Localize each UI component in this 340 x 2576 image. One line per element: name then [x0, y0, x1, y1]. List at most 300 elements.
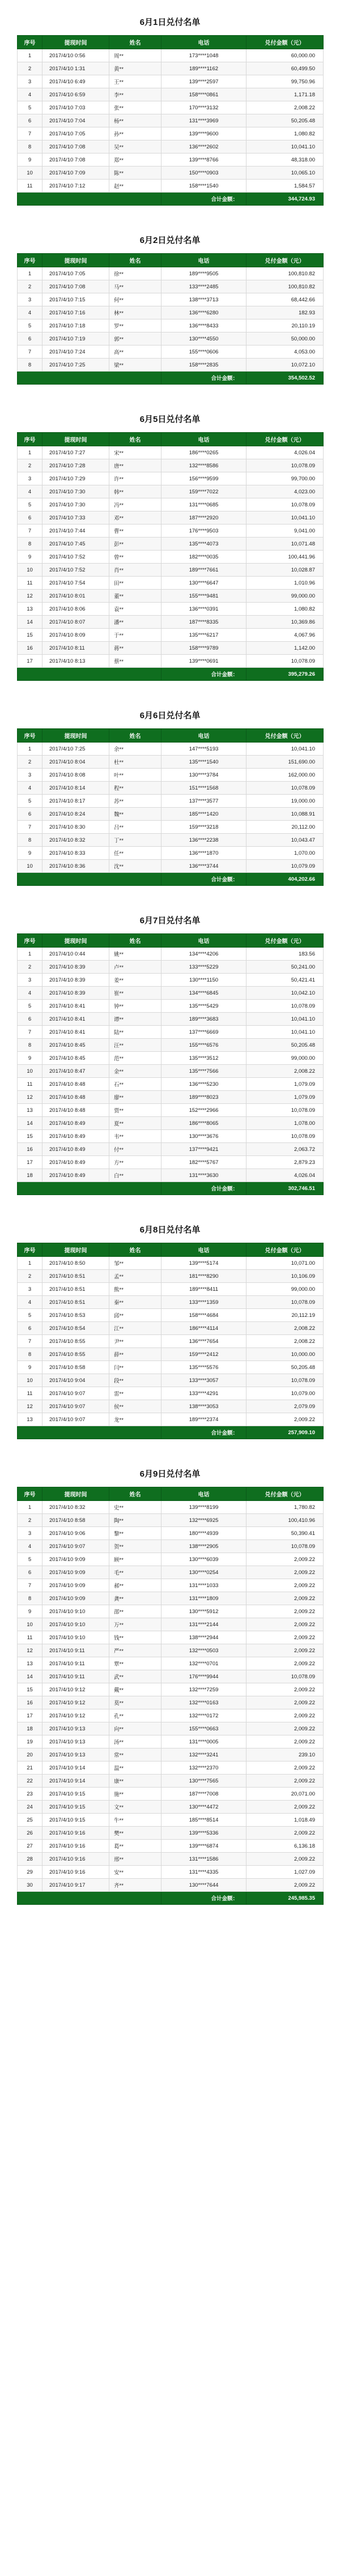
table-cell: 132****6925: [162, 1514, 246, 1527]
column-header: 提现时间: [42, 1243, 109, 1257]
table-cell: 2017/4/10 8:39: [42, 987, 109, 1000]
table-cell: 131****3630: [162, 1169, 246, 1182]
table-cell: 陆**: [109, 1026, 162, 1039]
table-cell: 2,009.22: [246, 1605, 324, 1618]
table-row: [18, 511, 324, 524]
table-cell: 132****3241: [162, 1748, 246, 1762]
table-cell: 1,079.09: [246, 1078, 324, 1091]
table-cell: 2017/4/10 7:33: [42, 511, 109, 524]
table-cell: 159****7022: [162, 485, 246, 498]
table-cell: 10,071.00: [246, 1257, 324, 1270]
table-cell: 131****4335: [162, 1866, 246, 1879]
table-cell: 1: [18, 948, 42, 961]
table-row: [18, 1400, 324, 1413]
column-header: 兑付金额（元）: [246, 1487, 324, 1501]
table-cell: 9: [18, 1361, 42, 1374]
table-cell: 2017/4/10 7:25: [42, 359, 109, 372]
table-cell: 文**: [109, 1801, 162, 1814]
table-cell: 182****5767: [162, 1156, 246, 1169]
table-cell: 邢**: [109, 1853, 162, 1866]
column-header: 电话: [162, 1487, 246, 1501]
table-cell: 1,080.82: [246, 127, 324, 140]
total-amount: 395,279.26: [246, 668, 324, 681]
table-cell: 10,065.10: [246, 167, 324, 180]
table-cell: 2017/4/10 8:14: [42, 782, 109, 795]
table-row: [18, 1039, 324, 1052]
column-header: 姓名: [109, 934, 162, 948]
table-row: [18, 88, 324, 101]
total-amount: 257,909.10: [246, 1426, 324, 1439]
table-cell: 20,112.19: [246, 1309, 324, 1322]
table-cell: 段**: [109, 1374, 162, 1387]
column-header: 姓名: [109, 433, 162, 446]
table-cell: 黄**: [109, 62, 162, 75]
table-cell: 135****1540: [162, 756, 246, 769]
table-row: [18, 1296, 324, 1309]
table-cell: 130****6039: [162, 1553, 246, 1566]
table-cell: 135****4073: [162, 538, 246, 551]
table-cell: 18: [18, 1722, 42, 1735]
table-cell: 汤**: [109, 1735, 162, 1748]
table-cell: 133****3057: [162, 1374, 246, 1387]
table-cell: 9,041.00: [246, 524, 324, 538]
table-row: [18, 1052, 324, 1065]
table-row: [18, 1670, 324, 1683]
column-header: 提现时间: [42, 729, 109, 743]
table-cell: 2017/4/10 8:04: [42, 756, 109, 769]
table-cell: 182****0035: [162, 551, 246, 564]
total-label: 合计金额：: [162, 1892, 246, 1905]
table-cell: 蔡**: [109, 655, 162, 668]
table-cell: 5: [18, 1553, 42, 1566]
table-cell: 2017/4/10 9:10: [42, 1618, 109, 1631]
table-cell: 4: [18, 987, 42, 1000]
table-cell: 2017/4/10 8:41: [42, 1026, 109, 1039]
table-row: [18, 821, 324, 834]
table-cell: 158****4684: [162, 1309, 246, 1322]
table-row: [18, 1840, 324, 1853]
table-cell: 189****8411: [162, 1283, 246, 1296]
table-cell: 138****2905: [162, 1540, 246, 1553]
section-title: 6月8日兑付名单: [139, 1225, 201, 1235]
table-cell: 13: [18, 1413, 42, 1426]
table-cell: 135****5576: [162, 1361, 246, 1374]
column-header: 兑付金额（元）: [246, 934, 324, 948]
table-cell: 2017/4/10 7:18: [42, 319, 109, 332]
table-row: [18, 1013, 324, 1026]
table-row: [18, 101, 324, 114]
table-row: [18, 629, 324, 642]
table-cell: 133****2485: [162, 280, 246, 293]
table-cell: 130****0254: [162, 1566, 246, 1579]
table-cell: 潘**: [109, 616, 162, 629]
section-title: 6月2日兑付名单: [139, 236, 201, 245]
table-cell: 8: [18, 359, 42, 372]
table-row: [18, 140, 324, 153]
table-row: [18, 551, 324, 564]
total-row: [18, 873, 324, 886]
table-cell: 钟**: [109, 1000, 162, 1013]
payout-section: [17, 228, 323, 385]
table-cell: 9: [18, 153, 42, 167]
table-cell: 132****7259: [162, 1683, 246, 1696]
table-cell: 135****5429: [162, 1000, 246, 1013]
table-cell: 8: [18, 834, 42, 847]
table-cell: 毛**: [109, 1566, 162, 1579]
table-cell: 2017/4/10 0:56: [42, 49, 109, 62]
table-cell: 185****8514: [162, 1814, 246, 1827]
table-cell: 戴**: [109, 1683, 162, 1696]
table-cell: 李**: [109, 88, 162, 101]
table-cell: 龚**: [109, 1592, 162, 1605]
table-cell: 蒋**: [109, 642, 162, 655]
table-row: [18, 987, 324, 1000]
table-row: [18, 1853, 324, 1866]
table-cell: 25: [18, 1814, 42, 1827]
table-cell: 139****6874: [162, 1840, 246, 1853]
table-cell: 田**: [109, 577, 162, 590]
table-cell: 21: [18, 1762, 42, 1775]
payout-section: [17, 407, 323, 681]
table-cell: 丁**: [109, 834, 162, 847]
table-cell: 17: [18, 655, 42, 668]
table-cell: 10,078.09: [246, 1540, 324, 1553]
total-label: 合计金额：: [162, 1426, 246, 1439]
table-cell: 2017/4/10 7:52: [42, 564, 109, 577]
table-row: [18, 590, 324, 603]
table-cell: 2,009.22: [246, 1696, 324, 1709]
table-cell: 常**: [109, 1748, 162, 1762]
table-row: [18, 769, 324, 782]
table-cell: 1,080.82: [246, 603, 324, 616]
total-spacer: [18, 1892, 162, 1905]
table-cell: 2,009.22: [246, 1683, 324, 1696]
total-label: 合计金额：: [162, 668, 246, 681]
table-cell: 汪**: [109, 1039, 162, 1052]
table-row: [18, 267, 324, 280]
table-cell: 2017/4/10 7:09: [42, 167, 109, 180]
table-cell: 183.56: [246, 948, 324, 961]
table-cell: 5: [18, 101, 42, 114]
table-cell: 132****0701: [162, 1657, 246, 1670]
column-header: 序号: [18, 934, 42, 948]
table-cell: 2017/4/10 8:48: [42, 1091, 109, 1104]
table-row: [18, 1270, 324, 1283]
table-cell: 2: [18, 961, 42, 974]
column-header: 兑付金额（元）: [246, 36, 324, 49]
table-cell: 2017/4/10 7:03: [42, 101, 109, 114]
table-cell: 2,009.22: [246, 1709, 324, 1722]
table-row: [18, 280, 324, 293]
table-cell: 4,067.96: [246, 629, 324, 642]
column-header: 兑付金额（元）: [246, 433, 324, 446]
table-cell: 130****3676: [162, 1130, 246, 1143]
table-cell: 50,390.41: [246, 1527, 324, 1540]
table-cell: 3: [18, 75, 42, 88]
table-cell: 2017/4/10 8:55: [42, 1335, 109, 1348]
header-row: [18, 1243, 324, 1257]
table-cell: 130****6647: [162, 577, 246, 590]
table-cell: 武**: [109, 1670, 162, 1683]
table-cell: 2017/4/10 9:10: [42, 1631, 109, 1644]
table-cell: 185****1420: [162, 808, 246, 821]
table-cell: 2017/4/10 9:15: [42, 1788, 109, 1801]
table-row: [18, 1143, 324, 1156]
table-cell: 郑**: [109, 153, 162, 167]
table-cell: 2,009.22: [246, 1762, 324, 1775]
table-cell: 2017/4/10 8:58: [42, 1361, 109, 1374]
table-cell: 2017/4/10 9:09: [42, 1592, 109, 1605]
table-cell: 郝**: [109, 1579, 162, 1592]
table-cell: 7: [18, 524, 42, 538]
total-spacer: [18, 1426, 162, 1439]
table-cell: 7: [18, 821, 42, 834]
table-cell: 1,142.00: [246, 642, 324, 655]
table-row: [18, 1104, 324, 1117]
table-row: [18, 1169, 324, 1182]
table-cell: 130****4472: [162, 1801, 246, 1814]
table-cell: 186****8065: [162, 1117, 246, 1130]
table-cell: 2,008.22: [246, 101, 324, 114]
table-cell: 向**: [109, 1722, 162, 1735]
table-cell: 孙**: [109, 127, 162, 140]
table-cell: 132****0163: [162, 1696, 246, 1709]
table-row: [18, 1091, 324, 1104]
table-cell: 132****0503: [162, 1644, 246, 1657]
table-cell: 158****2835: [162, 359, 246, 372]
table-cell: 1,070.00: [246, 847, 324, 860]
table-row: [18, 472, 324, 485]
table-cell: 170****3132: [162, 101, 246, 114]
table-cell: 邱**: [109, 1309, 162, 1322]
column-header: 电话: [162, 934, 246, 948]
table-cell: 4,053.00: [246, 346, 324, 359]
table-cell: 158****9789: [162, 642, 246, 655]
table-cell: 2017/4/10 8:49: [42, 1156, 109, 1169]
table-row: [18, 1361, 324, 1374]
column-header: 序号: [18, 729, 42, 743]
table-cell: 2017/4/10 7:08: [42, 280, 109, 293]
table-row: [18, 1709, 324, 1722]
table-cell: 50,241.00: [246, 961, 324, 974]
table-cell: 16: [18, 1696, 42, 1709]
table-cell: 2017/4/10 9:11: [42, 1657, 109, 1670]
table-cell: 135****6217: [162, 629, 246, 642]
table-cell: 2017/4/10 9:14: [42, 1762, 109, 1775]
table-cell: 155****0663: [162, 1722, 246, 1735]
table-cell: 贺**: [109, 1540, 162, 1553]
table-cell: 夏**: [109, 1117, 162, 1130]
table-cell: 189****7661: [162, 564, 246, 577]
table-cell: 150****0903: [162, 167, 246, 180]
table-cell: 吴**: [109, 140, 162, 153]
table-cell: 50,000.00: [246, 332, 324, 346]
table-cell: 7: [18, 127, 42, 140]
table-cell: 139****8199: [162, 1501, 246, 1514]
total-amount: 302,746.51: [246, 1182, 324, 1195]
header-row: [18, 729, 324, 743]
table-cell: 1: [18, 1257, 42, 1270]
table-cell: 15: [18, 1683, 42, 1696]
total-row: [18, 372, 324, 385]
table-cell: 2017/4/10 9:16: [42, 1827, 109, 1840]
total-label: 合计金额：: [162, 1182, 246, 1195]
table-cell: 董**: [109, 590, 162, 603]
table-cell: 2017/4/10 8:41: [42, 1000, 109, 1013]
section-title: 6月6日兑付名单: [139, 711, 201, 720]
table-cell: 162,000.00: [246, 769, 324, 782]
table-cell: 温**: [109, 1762, 162, 1775]
table-cell: 2017/4/10 9:13: [42, 1748, 109, 1762]
table-cell: 1,027.09: [246, 1866, 324, 1879]
table-row: [18, 577, 324, 590]
table-row: [18, 1631, 324, 1644]
table-cell: 2017/4/10 7:15: [42, 293, 109, 306]
header-row: [18, 254, 324, 267]
table-row: [18, 974, 324, 987]
table-cell: 6: [18, 114, 42, 127]
table-cell: 29: [18, 1866, 42, 1879]
table-cell: 7: [18, 346, 42, 359]
table-cell: 2017/4/10 8:45: [42, 1052, 109, 1065]
table-row: [18, 743, 324, 756]
table-row: [18, 1130, 324, 1143]
table-cell: 10,078.09: [246, 459, 324, 472]
table-cell: 2017/4/10 9:07: [42, 1400, 109, 1413]
table-cell: 136****5230: [162, 1078, 246, 1091]
table-cell: 2017/4/10 8:08: [42, 769, 109, 782]
total-spacer: [18, 668, 162, 681]
table-cell: 2,009.22: [246, 1592, 324, 1605]
table-cell: 12: [18, 1400, 42, 1413]
table-cell: 15: [18, 1130, 42, 1143]
table-cell: 齐**: [109, 1879, 162, 1892]
table-cell: 2017/4/10 8:09: [42, 629, 109, 642]
table-cell: 9: [18, 847, 42, 860]
table-cell: 2017/4/10 9:12: [42, 1696, 109, 1709]
table-row: [18, 1866, 324, 1879]
table-row: [18, 332, 324, 346]
table-cell: 18: [18, 1169, 42, 1182]
table-row: [18, 860, 324, 873]
table-cell: 2017/4/10 7:45: [42, 538, 109, 551]
table-cell: 2017/4/10 8:06: [42, 603, 109, 616]
table-cell: 6: [18, 808, 42, 821]
table-cell: 3: [18, 1283, 42, 1296]
column-header: 电话: [162, 1243, 246, 1257]
table-cell: 131****3969: [162, 114, 246, 127]
table-cell: 16: [18, 642, 42, 655]
table-row: [18, 1657, 324, 1670]
table-cell: 13: [18, 603, 42, 616]
payout-table: [17, 253, 324, 385]
table-cell: 余**: [109, 743, 162, 756]
table-cell: 10: [18, 1618, 42, 1631]
table-cell: 宋**: [109, 446, 162, 459]
total-spacer: [18, 193, 162, 206]
table-cell: 罗**: [109, 319, 162, 332]
table-cell: 2017/4/10 9:17: [42, 1879, 109, 1892]
table-cell: 10,041.10: [246, 140, 324, 153]
table-cell: 10,043.47: [246, 834, 324, 847]
table-cell: 2017/4/10 9:07: [42, 1540, 109, 1553]
table-cell: 10: [18, 1065, 42, 1078]
table-cell: 2017/4/10 6:59: [42, 88, 109, 101]
table-cell: 邵**: [109, 1605, 162, 1618]
table-cell: 方**: [109, 1156, 162, 1169]
table-cell: 2017/4/10 8:54: [42, 1322, 109, 1335]
table-cell: 130****7565: [162, 1775, 246, 1788]
header-row: [18, 934, 324, 948]
table-cell: 10,079.09: [246, 860, 324, 873]
table-cell: 130****4550: [162, 332, 246, 346]
table-cell: 5: [18, 498, 42, 511]
table-cell: 26: [18, 1827, 42, 1840]
table-cell: 139****9600: [162, 127, 246, 140]
payout-section: [17, 10, 323, 206]
table-cell: 176****9503: [162, 524, 246, 538]
table-cell: 10,078.09: [246, 498, 324, 511]
column-header: 序号: [18, 36, 42, 49]
table-cell: 10,078.09: [246, 1000, 324, 1013]
table-cell: 2017/4/10 9:15: [42, 1814, 109, 1827]
table-cell: 133****5229: [162, 961, 246, 974]
table-cell: 136****2238: [162, 834, 246, 847]
table-cell: 4: [18, 782, 42, 795]
table-row: [18, 834, 324, 847]
table-cell: 2017/4/10 1:31: [42, 62, 109, 75]
table-cell: 2017/4/10 7:08: [42, 140, 109, 153]
table-cell: 50,421.41: [246, 974, 324, 987]
table-row: [18, 127, 324, 140]
table-cell: 131****0685: [162, 498, 246, 511]
table-cell: 2017/4/10 8:51: [42, 1270, 109, 1283]
table-cell: 2,009.22: [246, 1553, 324, 1566]
table-cell: 黎**: [109, 1527, 162, 1540]
table-cell: 186****4114: [162, 1322, 246, 1335]
table-cell: 郭**: [109, 332, 162, 346]
table-cell: 史**: [109, 1501, 162, 1514]
table-cell: 2017/4/10 9:04: [42, 1374, 109, 1387]
table-row: [18, 459, 324, 472]
table-cell: 131****1033: [162, 1579, 246, 1592]
table-cell: 139****0691: [162, 655, 246, 668]
table-cell: 程**: [109, 782, 162, 795]
table-cell: 155****0606: [162, 346, 246, 359]
table-cell: 薛**: [109, 1348, 162, 1361]
table-cell: 10: [18, 167, 42, 180]
table-cell: 10,028.87: [246, 564, 324, 577]
column-header: 兑付金额（元）: [246, 1243, 324, 1257]
table-cell: 159****2412: [162, 1348, 246, 1361]
table-cell: 134****6845: [162, 987, 246, 1000]
table-cell: 132****2370: [162, 1762, 246, 1775]
table-cell: 贾**: [109, 1104, 162, 1117]
table-cell: 4,023.00: [246, 485, 324, 498]
table-cell: 高**: [109, 346, 162, 359]
table-cell: 2017/4/10 9:06: [42, 1527, 109, 1540]
table-row: [18, 75, 324, 88]
table-cell: 2017/4/10 9:16: [42, 1866, 109, 1879]
table-cell: 50,205.48: [246, 1039, 324, 1052]
table-row: [18, 1618, 324, 1631]
column-header: 姓名: [109, 1487, 162, 1501]
table-cell: 莫**: [109, 1696, 162, 1709]
table-cell: 15: [18, 629, 42, 642]
table-cell: 2017/4/10 8:07: [42, 616, 109, 629]
column-header: 兑付金额（元）: [246, 729, 324, 743]
table-cell: 136****2602: [162, 140, 246, 153]
